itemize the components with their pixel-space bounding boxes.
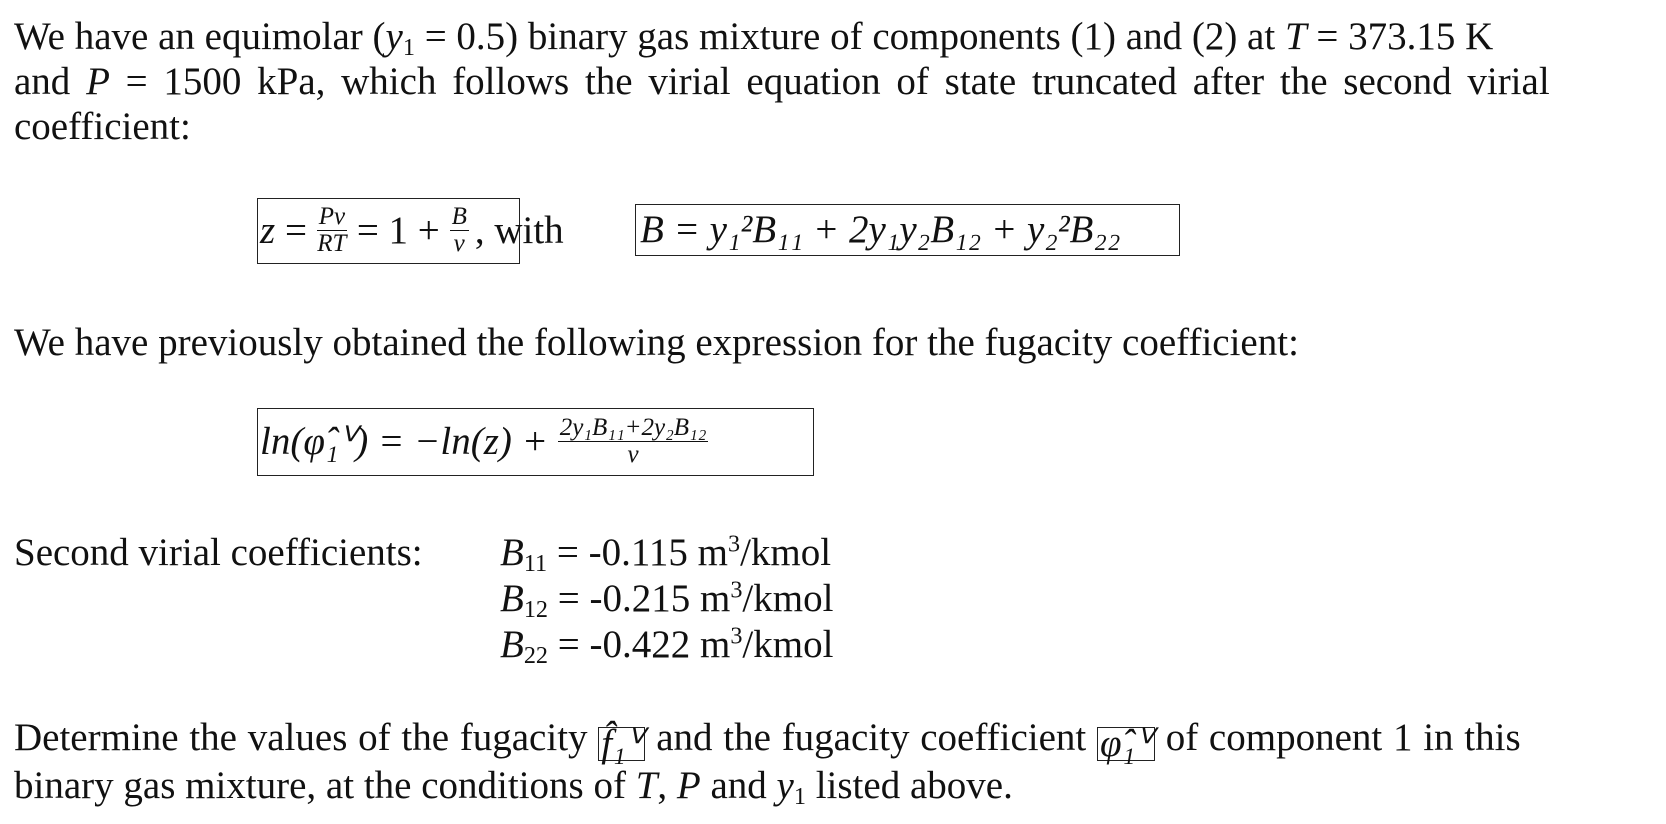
b-subscript: 22 — [523, 642, 548, 670]
mole-fraction-subscript: 1 — [793, 783, 806, 811]
intro-text-a: We have an equimolar ( — [14, 15, 386, 58]
mole-fraction-subscript: 1 — [402, 34, 415, 62]
unit-tail: /kmol — [742, 577, 834, 620]
b-over-v-fraction — [450, 204, 469, 257]
pv-numerator: Pv — [318, 202, 346, 230]
b-mixing-rule: B = y₁²B₁₁ + 2y₁y₂B₁₂ + y₂²B₂₂ — [640, 208, 1121, 251]
unit-exponent: 3 — [730, 622, 743, 650]
fugacity-equation — [260, 406, 708, 476]
coefficients-label: Second virial coefficients: — [14, 531, 423, 574]
equals-sign: = — [275, 208, 317, 252]
pv-over-rt-fraction — [317, 204, 347, 257]
v-denominator: v — [453, 229, 465, 257]
fugacity-intro: We have previously obtained the following expression for the fugacity coefficient: — [14, 321, 1299, 364]
question-text-d: binary gas mixture, at the conditions of — [14, 764, 636, 807]
pressure-symbol: P — [676, 764, 701, 807]
unit-tail: /kmol — [742, 623, 834, 666]
coefficient-row — [500, 530, 831, 576]
temperature-symbol: T — [1284, 15, 1307, 58]
fugacity-lhs: ln(φ̂₁ⱽ) = −ln(z) + — [260, 419, 558, 463]
fugacity-coefficient-symbol-box: φ̂₁ⱽ — [1097, 727, 1155, 761]
mole-fraction-symbol: y — [776, 764, 794, 807]
question-paragraph — [14, 714, 1604, 810]
question-text-b: and the fugacity coefficient — [645, 716, 1097, 759]
rt-denominator: RT — [317, 229, 347, 257]
fugacity-numerator: 2y₁B₁₁+2y₂B₁₂ — [559, 413, 707, 441]
b-symbol: B — [500, 531, 524, 574]
question-text-e: listed above. — [805, 764, 1013, 807]
pressure-symbol: P — [86, 60, 110, 103]
question-text-a: Determine the values of the fugacity — [14, 716, 599, 759]
coefficient-row — [500, 622, 833, 668]
eos-equation — [260, 196, 564, 264]
intro-paragraph — [14, 14, 1604, 149]
intro-line-1 — [14, 14, 1604, 62]
intro-text-d: = 1500 kPa, which follows the virial equation of state truncated after the second virial — [109, 60, 1550, 103]
b-symbol: B — [500, 623, 524, 666]
coefficient-value: = -0.422 m — [548, 623, 731, 666]
and-text: and — [700, 764, 777, 807]
question-line-1 — [14, 714, 1604, 765]
coefficient-value: = -0.115 m — [547, 531, 728, 574]
b-subscript: 11 — [523, 550, 548, 578]
fugacity-fraction — [558, 415, 709, 468]
temperature-value: = 373.15 K — [1306, 15, 1494, 58]
with-text: , with — [474, 208, 564, 252]
z-symbol: z — [260, 208, 276, 252]
intro-text-c: and — [14, 60, 87, 103]
temperature-symbol: T — [635, 764, 658, 807]
comma: , — [657, 764, 677, 807]
b-numerator: B — [451, 202, 467, 230]
b-symbol: B — [500, 577, 524, 620]
question-text-c: of component 1 in this — [1154, 716, 1521, 759]
unit-tail: /kmol — [740, 531, 832, 574]
coefficient-value: = -0.215 m — [548, 577, 731, 620]
unit-exponent: 3 — [730, 576, 743, 604]
fugacity-denominator: v — [627, 440, 639, 468]
intro-text-b: = 0.5) binary gas mixture of components (1) and (2) at — [414, 15, 1285, 58]
question-line-2 — [14, 762, 1604, 810]
intro-line-2 — [14, 59, 1604, 104]
mole-fraction-symbol: y — [385, 15, 403, 58]
unit-exponent: 3 — [727, 530, 741, 558]
fugacity-symbol-box: f̂₁ⱽ — [598, 727, 645, 761]
coefficient-row — [500, 576, 833, 622]
intro-line-3: coefficient: — [14, 105, 191, 148]
b-subscript: 12 — [523, 596, 548, 624]
one-plus: = 1 + — [347, 208, 450, 252]
